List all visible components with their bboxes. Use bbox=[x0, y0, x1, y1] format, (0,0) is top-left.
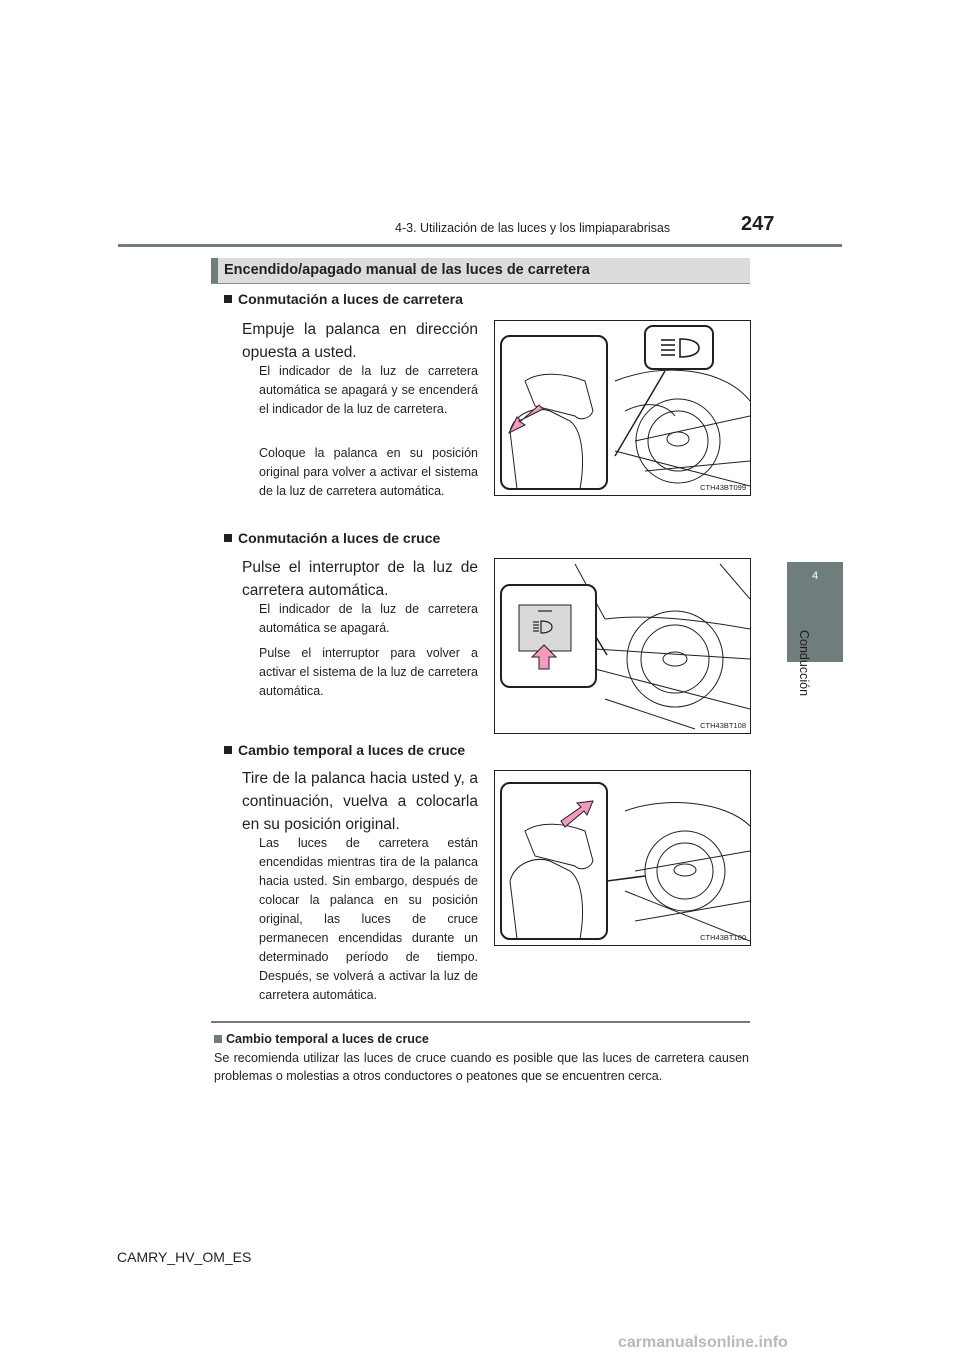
bullet-square-icon bbox=[214, 1035, 222, 1043]
document-code: CAMRY_HV_OM_ES bbox=[117, 1249, 252, 1265]
block-heading-flash bbox=[224, 742, 465, 758]
instruction-note: Pulse el interruptor para volver a activar el sistema de la luz de carretera automática. bbox=[259, 646, 478, 698]
bullet-square-icon bbox=[224, 295, 232, 303]
header-divider bbox=[118, 244, 842, 247]
chapter-tab-label: Conducción bbox=[797, 630, 811, 697]
chapter-tab-number: 4 bbox=[811, 570, 819, 582]
section-divider bbox=[211, 283, 750, 284]
figure-auto-high-beam-switch bbox=[494, 558, 751, 734]
section-accent bbox=[211, 258, 218, 283]
auto-high-beam-switch bbox=[519, 605, 571, 651]
info-heading bbox=[214, 1032, 429, 1046]
high-beam-indicator-callout bbox=[645, 326, 713, 369]
instruction-note: El indicador de la luz de carretera automática se apagará. bbox=[259, 602, 478, 635]
figure-lever-pull bbox=[494, 770, 751, 946]
figure-code: CTH43BT100 bbox=[700, 933, 746, 942]
heading-text: Conmutación a luces de cruce bbox=[238, 530, 441, 546]
watermark: carmanualsonline.info bbox=[618, 1334, 788, 1351]
figure-high-beam-lever bbox=[494, 320, 751, 496]
figure-code: CTH43BT108 bbox=[700, 721, 746, 730]
instruction-lead: Empuje la palanca en dirección opuesta a usted. bbox=[242, 321, 478, 361]
instruction-note: Coloque la palanca en su posición original para volver a activar el sistema de la luz de carretera automática. bbox=[259, 446, 478, 498]
bullet-square-icon bbox=[224, 746, 232, 754]
figure-code: CTH43BT099 bbox=[700, 483, 746, 492]
instruction-lead: Pulse el interruptor de la luz de carretera automática. bbox=[242, 559, 478, 599]
page-number: 247 bbox=[741, 213, 775, 235]
info-divider bbox=[211, 1021, 750, 1023]
instruction-lead: Tire de la palanca hacia usted y, a continuación, vuelva a colocarla en su posición original. bbox=[242, 770, 478, 833]
section-title-bar bbox=[211, 258, 750, 283]
section-title: Encendido/apagado manual de las luces de carretera bbox=[224, 262, 590, 278]
block-heading-low-beam bbox=[224, 530, 440, 546]
info-heading-text: Cambio temporal a luces de cruce bbox=[226, 1032, 429, 1046]
bullet-square-icon bbox=[224, 534, 232, 542]
heading-text: Conmutación a luces de carretera bbox=[238, 291, 463, 307]
instruction-note: El indicador de la luz de carretera automática se apagará y se encenderá el indicador de la luz de carretera. bbox=[259, 364, 478, 416]
chapter-header: 4-3. Utilización de las luces y los limpiaparabrisas bbox=[395, 221, 671, 235]
info-text: Se recomienda utilizar las luces de cruce cuando es posible que las luces de carretera causen problemas o molestias a otros conductores o peatones que se encuentren cerca. bbox=[214, 1051, 749, 1083]
block-heading-high-beam bbox=[224, 291, 463, 307]
heading-text: Cambio temporal a luces de cruce bbox=[238, 742, 466, 758]
instruction-note: Las luces de carretera están encendidas mientras tira de la palanca hacia usted. Sin embargo, después de colocar la palanca en su posición original, las luces de cruce permanecen encendidas durante un determinado período de tiempo. Después, se volverá a activar la luz de carretera automática. bbox=[259, 836, 478, 1002]
